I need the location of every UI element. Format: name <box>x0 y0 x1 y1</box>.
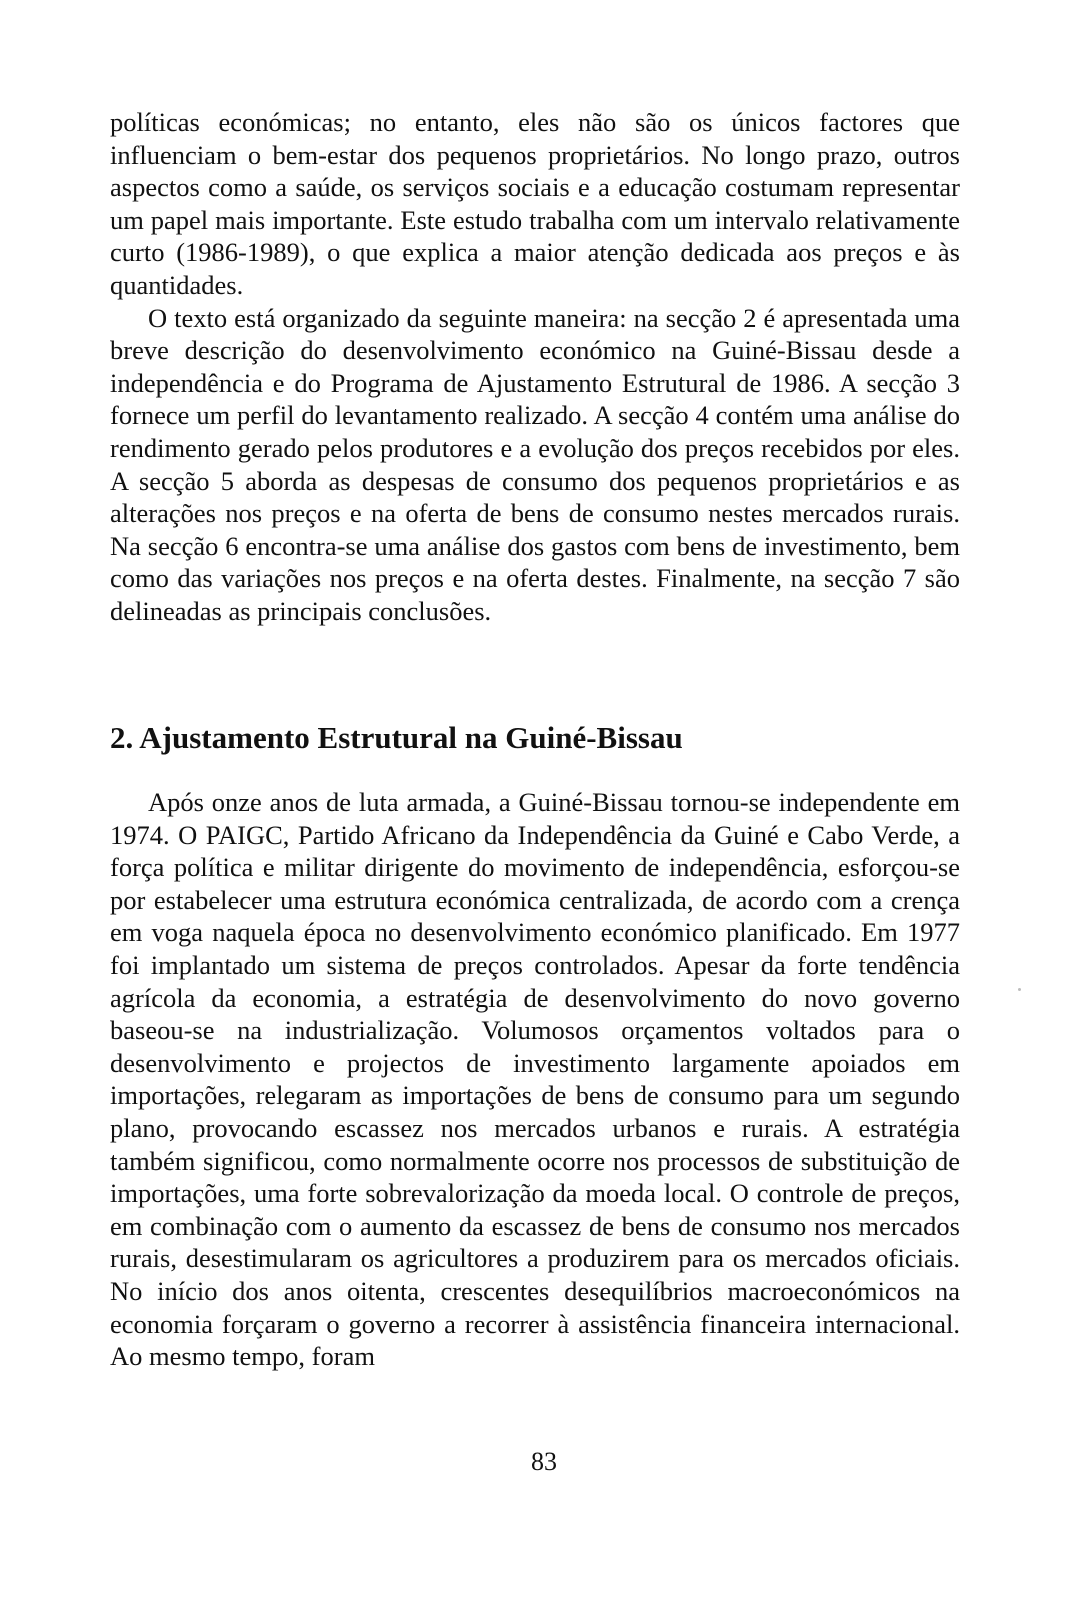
page-number: 83 <box>531 1447 557 1476</box>
scan-speck <box>1018 988 1021 991</box>
intro-paragraph-2: O texto está organizado da seguinte maneira: na secção 2 é apresentada uma breve descrição do desenvolvimento económico na Guiné-Bissau desde a independência e do Programa de Ajustamento Estrutural de 1986. A secção 3 fornece um perfil do levantamento realizado. A secção 4 contém uma análise do rendimento gerado pelos produtores e a evolução dos preços recebidos por eles. A secção 5 aborda as despesas de consumo dos pequenos proprietários e as alterações nos preços e na oferta de bens de consumo nestes mercados rurais. Na secção 6 encontra-se uma análise dos gastos com bens de investimento, bem como das variações nos preços e na oferta destes. Finalmente, na secção 7 são delineadas as principais conclusões. <box>110 302 960 626</box>
section-text-block <box>110 786 960 1373</box>
intro-text-block <box>110 106 960 628</box>
section-heading: 2. Ajustamento Estrutural na Guiné-Bissau <box>110 720 683 755</box>
section-paragraph: Após onze anos de luta armada, a Guiné-Bissau tornou-se independente em 1974. O PAIGC, Partido Africano da Independência da Guiné e Cabo Verde, a força política e militar dirigente do movimento de independência, esforçou-se por estabelecer uma estrutura económica centralizada, de acordo com a crença em voga naquela época no desenvolvimento económico planificado. Em 1977 foi implantado um sistema de preços controlados. Apesar da forte tendência agrícola da economia, a estratégia de desenvolvimento do novo governo baseou-se na industrialização. Volumosos orçamentos voltados para o desenvolvimento e projectos de investimento largamente apoiados em importações, relegaram as importações de bens de consumo para um segundo plano, provocando escassez nos mercados urbanos e rurais. A estratégia também significou, como normalmente ocorre nos processos de substituição de importações, uma forte sobrevalorização da moeda local. O controle de preços, em combinação com o aumento da escassez de bens de consumo nos mercados rurais, desestimularam os agricultores a produzirem para os mercados oficiais. No início dos anos oitenta, crescentes desequilíbrios macroeconómicos na economia forçaram o governo a recorrer à assistência financeira internacional. Ao mesmo tempo, foram <box>110 787 960 1372</box>
intro-paragraph-1: políticas económicas; no entanto, eles não são os únicos factores que influenciam o bem-estar dos pequenos proprietários. No longo prazo, outros aspectos como a saúde, os serviços sociais e a educação costumam representar um papel mais importante. Este estudo trabalha com um intervalo relativamente curto (1986-1989), o que explica a maior atenção dedicada aos preços e às quantidades. <box>110 107 960 300</box>
